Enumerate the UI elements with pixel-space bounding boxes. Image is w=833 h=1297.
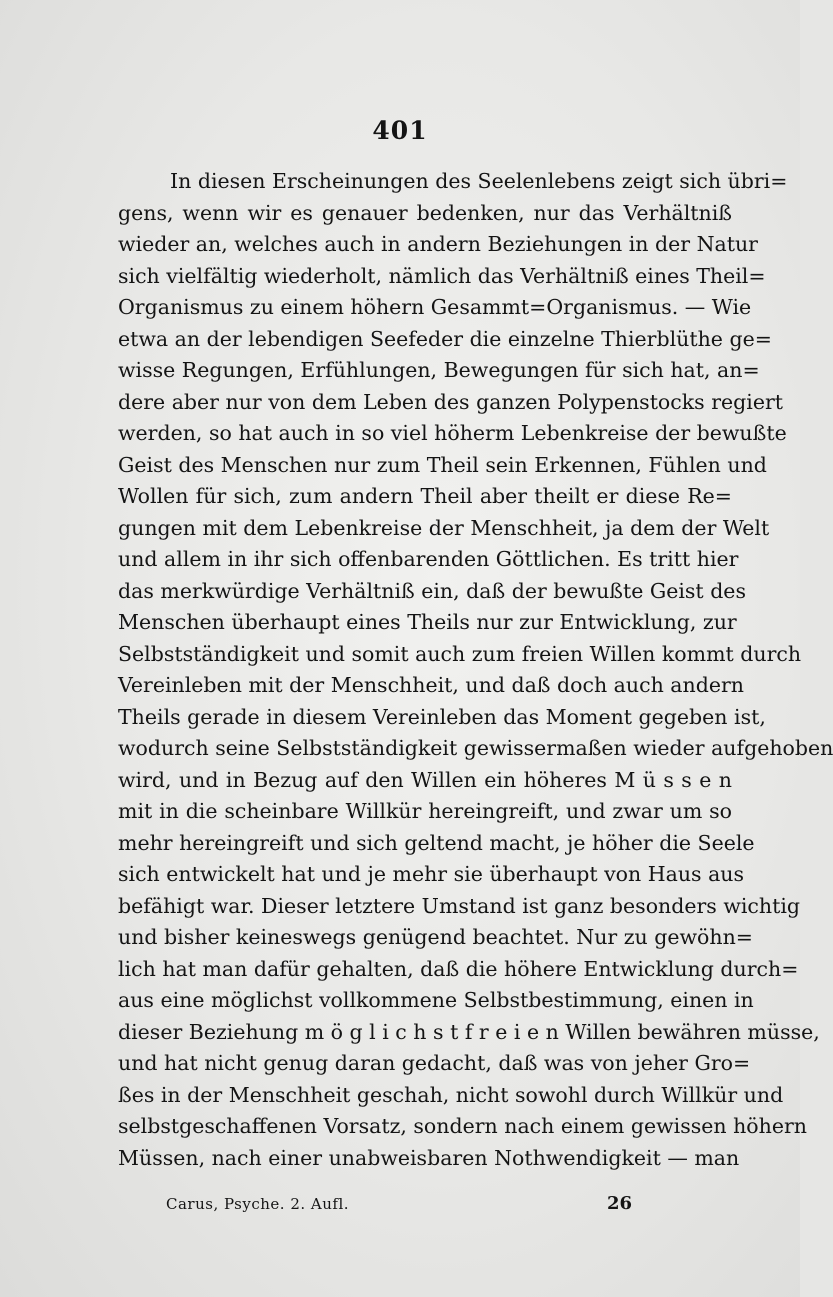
text-line: In diesen Erscheinungen des Seelenlebens zeigt sich übri=: [170, 169, 788, 193]
text-line: und allem in ihr sich offenbarenden Göttlichen. Es tritt hier: [118, 547, 739, 571]
text-line: sich entwickelt hat und je mehr sie überhaupt von Haus aus: [118, 862, 745, 886]
text-line: und hat nicht genug daran gedacht, daß was von jeher Gro=: [118, 1051, 751, 1075]
sheet-number: 26: [606, 1193, 632, 1214]
text-line: Geist des Menschen nur zum Theil sein Erkennen, Fühlen und: [118, 452, 767, 477]
text-line: wodurch seine Selbstständigkeit gewissermaßen wieder aufgehoben: [118, 736, 833, 760]
text-line: aus eine möglichst vollkommene Selbstbestimmung, einen in: [118, 988, 754, 1012]
text-line: das merkwürdige Verhältniß ein, daß der bewußte Geist des: [118, 578, 746, 603]
text-line: wird, und in Bezug auf den Willen ein höheres M ü s s e n: [118, 767, 732, 792]
text-line: sich vielfältig wiederholt, nämlich das Verhältniß eines Theil=: [118, 263, 766, 288]
body-text: [118, 166, 833, 1174]
text-line: etwa an der lebendigen Seefeder die einzelne Thierblüthe ge=: [118, 326, 772, 351]
text-line: Selbstständigkeit und somit auch zum freien Willen kommt durch: [118, 641, 802, 666]
text-line: und bisher keineswegs genügend beachtet. Nur zu gewöhn=: [118, 925, 753, 949]
page-number: 401: [372, 116, 428, 145]
printer-signature: Carus, Psyche. 2. Aufl.: [166, 1195, 350, 1213]
text-line: Vereinleben mit der Menschheit, und daß doch auch andern: [118, 673, 744, 697]
text-line: dere aber nur von dem Leben des ganzen Polypenstocks regiert: [118, 389, 783, 414]
text-line: Menschen überhaupt eines Theils nur zur Entwicklung, zur: [118, 610, 737, 634]
text-line: befähigt war. Dieser letztere Umstand ist ganz besonders wichtig: [118, 893, 801, 918]
text-line: ßes in der Menschheit geschah, nicht sowohl durch Willkür und: [118, 1082, 784, 1107]
text-line: wieder an, welches auch in andern Beziehungen in der Natur: [118, 232, 758, 256]
text-line: Müssen, nach einer unabweisbaren Nothwendigkeit — man: [118, 1145, 740, 1170]
text-line: gungen mit dem Lebenkreise der Menschheit, ja dem der Welt: [118, 515, 770, 540]
text-line: wisse Regungen, Erfühlungen, Bewegungen für sich hat, an=: [118, 358, 760, 382]
text-line: Organismus zu einem höhern Gesammt=Organismus. — Wie: [118, 295, 752, 319]
page-footer: [166, 1193, 632, 1221]
text-line: dieser Beziehung m ö g l i c h s t f r e i e n Willen bewähren müsse,: [118, 1019, 820, 1044]
text-line: selbstgeschaffenen Vorsatz, sondern nach einem gewissen höhern: [118, 1114, 807, 1138]
text-line: mit in die scheinbare Willkür hereingreift, und zwar um so: [118, 799, 732, 823]
text-line: Wollen für sich, zum andern Theil aber theilt er diese Re=: [118, 484, 732, 508]
text-line: mehr hereingreift und sich geltend macht, je höher die Seele: [118, 830, 755, 855]
text-line: Theils gerade in diesem Vereinleben das Moment gegeben ist,: [118, 704, 766, 729]
text-line: lich hat man dafür gehalten, daß die höhere Entwicklung durch=: [118, 956, 799, 981]
text-line: gens, wenn wir es genauer bedenken, nur das Verhältniß: [118, 200, 732, 225]
text-line: werden, so hat auch in so viel höherm Lebenkreise der bewußte: [118, 421, 787, 445]
